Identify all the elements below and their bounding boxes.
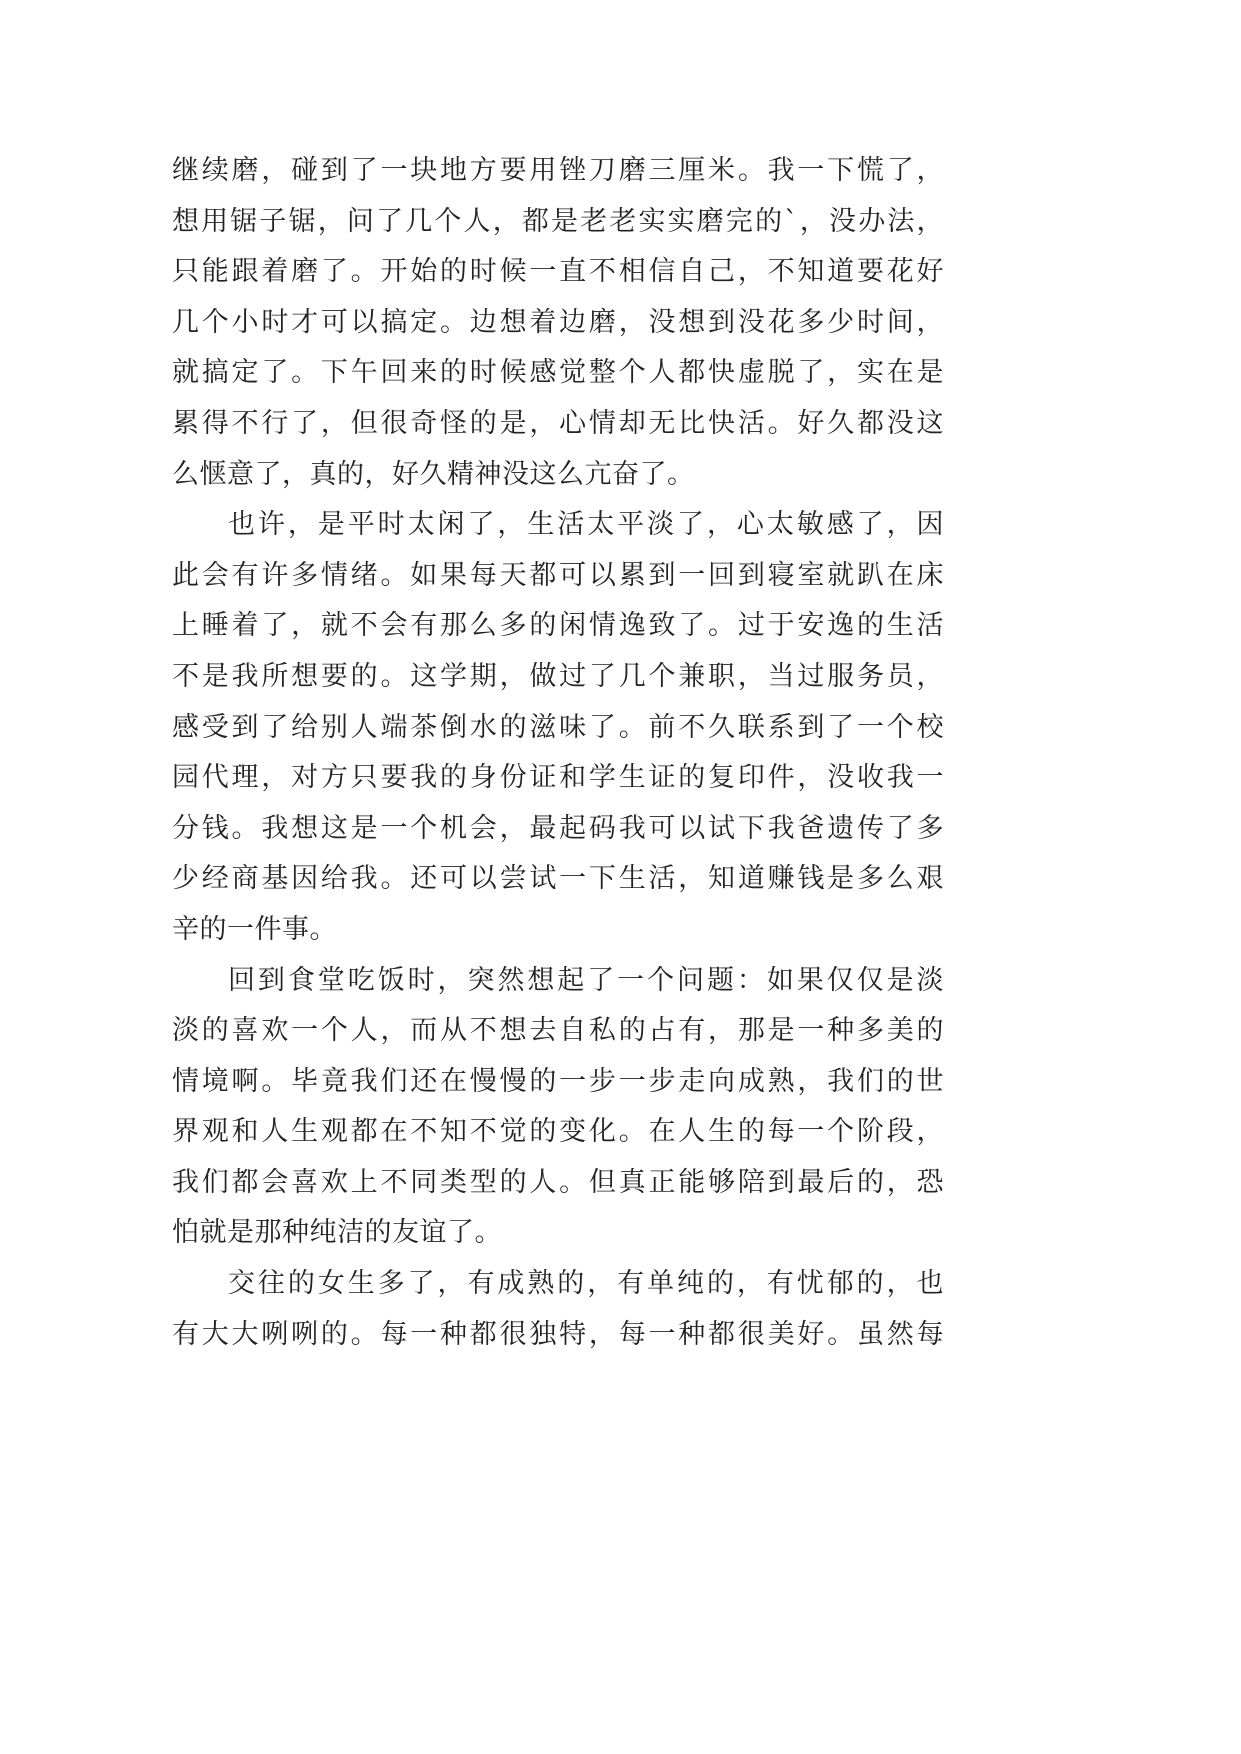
- text-line: 界观和人生观都在不知不觉的变化。在人生的每一个阶段，: [172, 1116, 944, 1148]
- text-line: 分钱。我想这是一个机会，最起码我可以试下我爸遗传了多: [172, 812, 944, 844]
- paragraph-3: [172, 956, 944, 1260]
- text-line: 只能跟着磨了。开始的时候一直不相信自己，不知道要花好: [172, 256, 944, 288]
- text-line: 园代理，对方只要我的身份证和学生证的复印件，没收我一: [172, 762, 944, 794]
- text-line: 想用锯子锯，问了几个人，都是老老实实磨完的`，没办法，: [172, 205, 944, 237]
- text-line: 继续磨，碰到了一块地方要用锉刀磨三厘米。我一下慌了，: [172, 155, 944, 186]
- text-line: 么惬意了，真的，好久精神没这么亢奋了。: [172, 458, 695, 490]
- text-line: 不是我所想要的。这学期，做过了几个兼职，当过服务员，: [172, 660, 944, 692]
- text-line: 此会有许多情绪。如果每天都可以累到一回到寝室就趴在床: [172, 559, 944, 591]
- body-text: [172, 146, 944, 1360]
- text-line: 少经商基因给我。还可以尝试一下生活，知道赚钱是多么艰: [172, 863, 944, 895]
- text-line: 累得不行了，但很奇怪的是，心情却无比快活。好久都没这: [172, 407, 944, 439]
- text-line: 就搞定了。下午回来的时候感觉整个人都快虚脱了，实在是: [172, 357, 944, 389]
- text-line: 感受到了给别人端茶倒水的滋味了。前不久联系到了一个校: [172, 711, 944, 743]
- text-line: 也许，是平时太闲了，生活太平淡了，心太敏感了，因: [228, 509, 944, 541]
- text-line: 淡的喜欢一个人，而从不想去自私的占有，那是一种多美的: [172, 1015, 944, 1047]
- text-line: 辛的一件事。: [172, 913, 337, 945]
- paragraph-1: [172, 146, 944, 500]
- text-line: 几个小时才可以搞定。边想着边磨，没想到没花多少时间，: [172, 306, 944, 338]
- text-line: 交往的女生多了，有成熟的，有单纯的，有忧郁的，也: [228, 1268, 944, 1300]
- text-line: 我们都会喜欢上不同类型的人。但真正能够陪到最后的，恐: [172, 1166, 944, 1198]
- text-line: 上睡着了，就不会有那么多的闲情逸致了。过于安逸的生活: [172, 610, 944, 642]
- text-line: 回到食堂吃饭时，突然想起了一个问题：如果仅仅是淡: [228, 964, 944, 996]
- paragraph-4: [172, 1259, 944, 1360]
- text-line: 怕就是那种纯洁的友谊了。: [172, 1217, 502, 1249]
- text-line: 有大大咧咧的。每一种都很独特，每一种都很美好。虽然每: [172, 1318, 944, 1350]
- text-line: 情境啊。毕竟我们还在慢慢的一步一步走向成熟，我们的世: [172, 1065, 944, 1097]
- paragraph-2: [172, 500, 944, 955]
